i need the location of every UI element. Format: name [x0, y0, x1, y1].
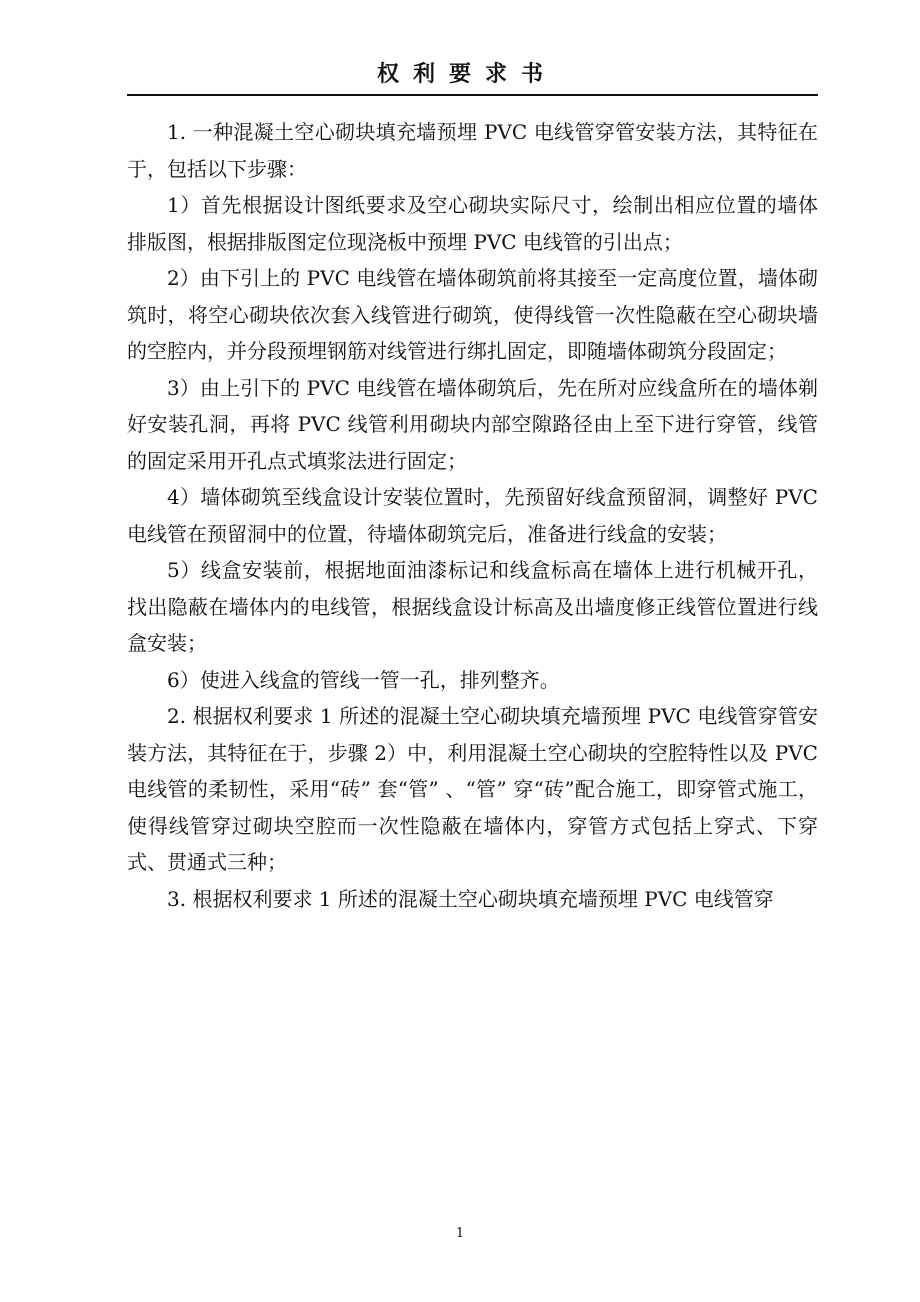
- page-title: 权利要求书: [376, 61, 557, 87]
- claim-2: 2. 根据权利要求 1 所述的混凝土空心砌块填充墙预埋 PVC 电线管穿管安装方法，其特征在于，步骤 2）中，利用混凝土空心砌块的空腔特性以及 PVC 电线管的柔韧性，采用“砖” 套“管” 、“管” 穿“砖”配合施工，即穿管式施工，使得线管穿过砌块空腔而一次性隐蔽在墙体内，穿管方式包括上穿式、下穿式、贯通式三种；: [127, 704, 818, 874]
- claim-1-step-1: 1）首先根据设计图纸要求及空心砌块实际尺寸，绘制出相应位置的墙体排版图，根据排版图定位现浇板中预埋 PVC 电线管的引出点；: [127, 193, 818, 254]
- title-divider: [127, 94, 818, 96]
- page-number: 1: [455, 1226, 465, 1241]
- claim-3: 3. 根据权利要求 1 所述的混凝土空心砌块填充墙预埋 PVC 电线管穿: [167, 886, 774, 911]
- document-body: [127, 114, 818, 917]
- claim-1-intro: 1. 一种混凝土空心砌块填充墙预埋 PVC 电线管穿管安装方法，其特征在于，包括以下步骤：: [127, 120, 818, 181]
- claim-1-step-2: 2）由下引上的 PVC 电线管在墙体砌筑前将其接至一定高度位置，墙体砌筑时，将空心砌块依次套入线管进行砌筑，使得线管一次性隐蔽在空心砌块墙的空腔内，并分段预埋钢筋对线管进行绑扎固定，即随墙体砌筑分段固定；: [127, 266, 818, 363]
- claim-1-step-3: 3）由上引下的 PVC 电线管在墙体砌筑后，先在所对应线盒所在的墙体剃好安装孔洞，再将 PVC 线管利用砌块内部空隙路径由上至下进行穿管，线管的固定采用开孔点式填浆法进行固定；: [127, 375, 818, 473]
- claim-1-step-4: 4）墙体砌筑至线盒设计安装位置时，先预留好线盒预留洞，调整好 PVC 电线管在预留洞中的位置，待墙体砌筑完后，准备进行线盒的安装；: [127, 485, 818, 546]
- claim-1-step-6: 6）使进入线盒的管线一管一孔，排列整齐。: [167, 667, 560, 692]
- claim-1-step-5: 5）线盒安装前，根据地面油漆标记和线盒标高在墙体上进行机械开孔，找出隐蔽在墙体内的电线管，根据线盒设计标高及出墙度修正线管位置进行线盒安装；: [127, 558, 818, 655]
